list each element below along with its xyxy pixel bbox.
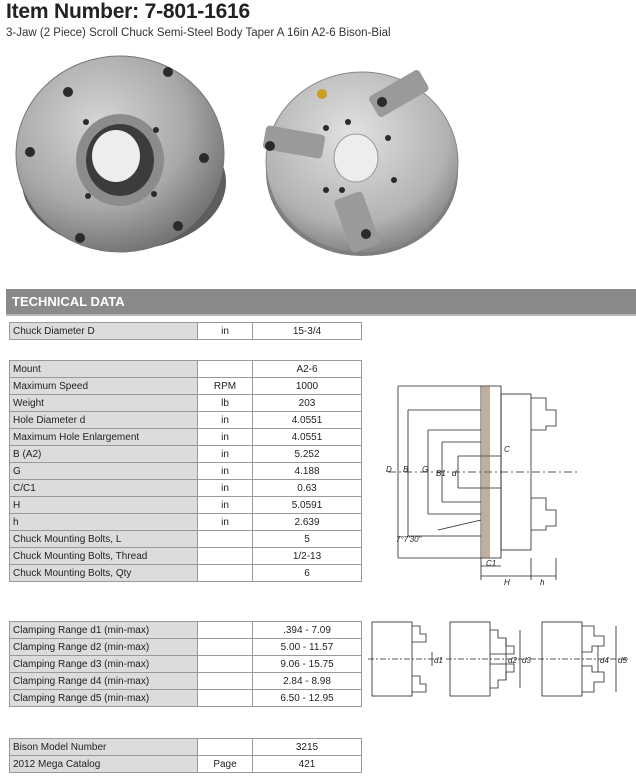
table-row bbox=[10, 531, 362, 548]
row-value: .394 - 7.09 bbox=[253, 622, 362, 639]
row-label: Clamping Range d4 (min-max) bbox=[10, 673, 198, 690]
row-value: 2.639 bbox=[253, 514, 362, 531]
label-d3: d3 bbox=[522, 656, 531, 665]
row-value: 4.0551 bbox=[253, 429, 362, 446]
row-unit bbox=[198, 690, 253, 707]
table-row bbox=[10, 514, 362, 531]
label-G: G bbox=[422, 465, 429, 474]
clamping-range-table bbox=[9, 621, 362, 707]
table-row bbox=[10, 446, 362, 463]
row-unit: lb bbox=[198, 395, 253, 412]
table-row bbox=[10, 673, 362, 690]
table-row bbox=[10, 480, 362, 497]
row-unit bbox=[198, 639, 253, 656]
table-row bbox=[10, 497, 362, 514]
label-h: h bbox=[540, 578, 545, 587]
clamping-range-drawings bbox=[366, 616, 632, 702]
row-unit bbox=[198, 622, 253, 639]
label-d4: d4 bbox=[600, 656, 609, 665]
row-label: 2012 Mega Catalog bbox=[10, 756, 198, 773]
row-value: 4.0551 bbox=[253, 412, 362, 429]
row-value: 5.0591 bbox=[253, 497, 362, 514]
row-label: B (A2) bbox=[10, 446, 198, 463]
row-label: Hole Diameter d bbox=[10, 412, 198, 429]
chuck-section-drawing bbox=[378, 380, 586, 590]
table-row bbox=[10, 323, 362, 340]
label-d2: d2 bbox=[508, 656, 517, 665]
row-unit bbox=[198, 565, 253, 582]
table-row bbox=[10, 565, 362, 582]
row-unit: in bbox=[198, 412, 253, 429]
row-label: Chuck Mounting Bolts, Qty bbox=[10, 565, 198, 582]
row-value: 9.06 - 15.75 bbox=[253, 656, 362, 673]
row-value: 6 bbox=[253, 565, 362, 582]
row-label: Clamping Range d1 (min-max) bbox=[10, 622, 198, 639]
row-label: G bbox=[10, 463, 198, 480]
label-d5: d5 bbox=[618, 656, 627, 665]
table-row bbox=[10, 463, 362, 480]
row-unit bbox=[198, 531, 253, 548]
row-unit: in bbox=[198, 480, 253, 497]
table-row bbox=[10, 756, 362, 773]
table-row bbox=[10, 548, 362, 565]
row-unit bbox=[198, 548, 253, 565]
table-row bbox=[10, 622, 362, 639]
row-label: Weight bbox=[10, 395, 198, 412]
row-value: 4.188 bbox=[253, 463, 362, 480]
table-row bbox=[10, 412, 362, 429]
row-label: Chuck Mounting Bolts, Thread bbox=[10, 548, 198, 565]
row-value: 0.63 bbox=[253, 480, 362, 497]
page-title: Item Number: 7-801-1616 bbox=[6, 0, 251, 23]
row-unit: in bbox=[198, 446, 253, 463]
row-value: 3215 bbox=[253, 739, 362, 756]
product-subtitle: 3-Jaw (2 Piece) Scroll Chuck Semi-Steel Body Taper A 16in A2-6 Bison-Bial bbox=[6, 27, 391, 39]
row-value: 5.252 bbox=[253, 446, 362, 463]
table-row bbox=[10, 429, 362, 446]
label-B1: B1 bbox=[436, 469, 446, 478]
row-unit bbox=[198, 656, 253, 673]
row-value: 1/2-13 bbox=[253, 548, 362, 565]
row-value: 2.84 - 8.98 bbox=[253, 673, 362, 690]
label-d: d bbox=[452, 469, 457, 478]
row-label: h bbox=[10, 514, 198, 531]
row-label: Clamping Range d2 (min-max) bbox=[10, 639, 198, 656]
table-row bbox=[10, 739, 362, 756]
row-unit: in bbox=[198, 429, 253, 446]
chuck-front-photo bbox=[258, 62, 466, 260]
row-label: H bbox=[10, 497, 198, 514]
label-angle: 7°7'30" bbox=[396, 535, 422, 544]
row-label: Clamping Range d3 (min-max) bbox=[10, 656, 198, 673]
row-unit: in bbox=[198, 463, 253, 480]
row-label: Maximum Speed bbox=[10, 378, 198, 395]
row-value: 5.00 - 11.57 bbox=[253, 639, 362, 656]
row-unit bbox=[198, 673, 253, 690]
section-title: TECHNICAL DATA bbox=[12, 294, 125, 309]
table-row bbox=[10, 395, 362, 412]
row-value: A2-6 bbox=[253, 361, 362, 378]
table-row bbox=[10, 656, 362, 673]
row-unit: RPM bbox=[198, 378, 253, 395]
row-value: 5 bbox=[253, 531, 362, 548]
table-row bbox=[10, 690, 362, 707]
row-unit: in bbox=[198, 514, 253, 531]
row-label: Mount bbox=[10, 361, 198, 378]
row-label: Bison Model Number bbox=[10, 739, 198, 756]
row-value: 6.50 - 12.95 bbox=[253, 690, 362, 707]
section-header bbox=[6, 289, 636, 316]
row-label: Chuck Mounting Bolts, L bbox=[10, 531, 198, 548]
label-H: H bbox=[504, 578, 510, 587]
row-unit: in bbox=[198, 323, 253, 340]
mount-spec-table bbox=[9, 360, 362, 582]
table-row bbox=[10, 378, 362, 395]
label-C1: C1 bbox=[486, 559, 497, 568]
chuck-back-photo bbox=[8, 42, 230, 254]
table-row bbox=[10, 639, 362, 656]
diameter-table bbox=[9, 322, 362, 340]
label-d1: d1 bbox=[434, 656, 443, 665]
row-value: 15-3/4 bbox=[253, 323, 362, 340]
table-row bbox=[10, 361, 362, 378]
row-label: Chuck Diameter D bbox=[10, 323, 198, 340]
row-unit bbox=[198, 739, 253, 756]
row-value: 203 bbox=[253, 395, 362, 412]
row-label: Clamping Range d5 (min-max) bbox=[10, 690, 198, 707]
row-unit bbox=[198, 361, 253, 378]
row-value: 1000 bbox=[253, 378, 362, 395]
row-label: Maximum Hole Enlargement bbox=[10, 429, 198, 446]
label-C: C bbox=[504, 445, 510, 454]
row-value: 421 bbox=[253, 756, 362, 773]
label-D: D bbox=[386, 465, 392, 474]
model-catalog-table bbox=[9, 738, 362, 773]
row-unit: Page bbox=[198, 756, 253, 773]
label-B: B bbox=[403, 465, 409, 474]
row-unit: in bbox=[198, 497, 253, 514]
row-label: C/C1 bbox=[10, 480, 198, 497]
